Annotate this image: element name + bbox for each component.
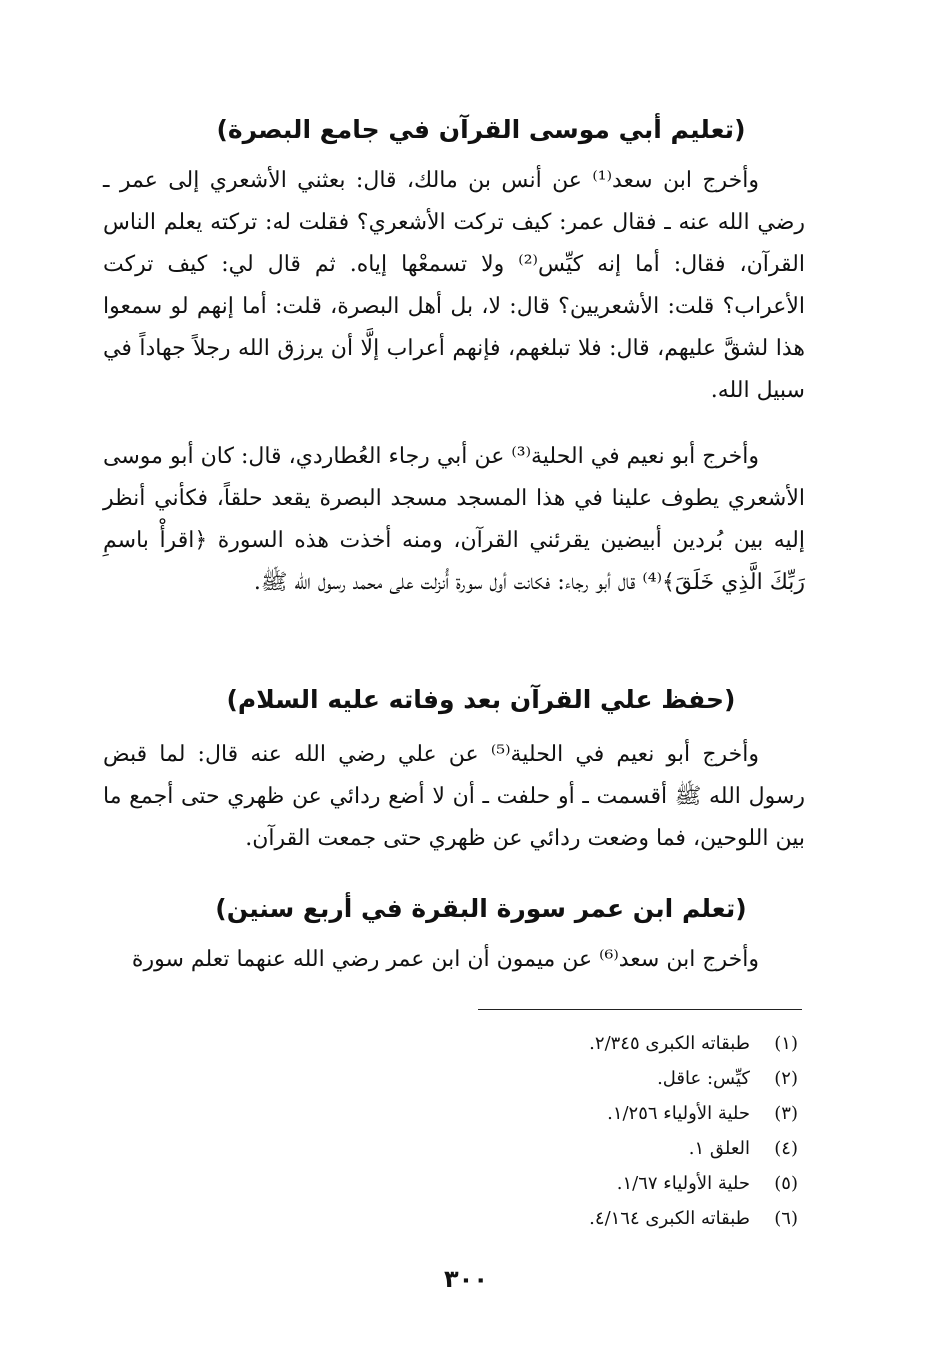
- footnote-text: طبقاته الكبرى ٢/٣٤٥.: [589, 1033, 750, 1054]
- footnote-number: (٤): [774, 1138, 798, 1159]
- footnote-item: [398, 1131, 798, 1166]
- footnote-number: (٢): [774, 1068, 798, 1089]
- footnote-item: [398, 1201, 798, 1236]
- footnote-item: [398, 1061, 798, 1096]
- section-heading-ali: (حفظ علي القرآن بعد وفاته عليه السلام): [226, 685, 736, 714]
- footnote-number: (٥): [774, 1173, 798, 1194]
- footnote-item: [398, 1166, 798, 1201]
- paragraph-ibn-saad-anas: وأخرج ابن سعد⁽¹⁾ عن أنس بن مالك، قال: بعثني الأشعري إلى عمر ـ رضي الله عنه ـ فقال عمر: كيف تركت الأشعري؟ فقلت له: تركته يعلم الناس القرآن، فقال: أما إنه كيِّس⁽²⁾ ولا تسمعْها إياه. ثم قال لي: كيف تركت الأعراب؟ قلت: الأشعريين؟ قال: لا، بل أهل البصرة، قلت: أما إنهم لو سمعوا هذا لشقَّ عليهم، قال: فلا تبلغهم، فإنهم أعراب إلَّا أن يرزق الله رجلاً جهاداً في سبيل الله.: [103, 168, 805, 403]
- paragraph-abu-nuaym-ali: وأخرج أبو نعيم في الحلية⁽⁵⁾ عن علي رضي الله عنه قال: لما قبض رسول الله ﷺ أقسمت ـ أو حلفت ـ أن لا أضع ردائي عن ظهري حتى أجمع ما بين اللوحين، فما وضعت ردائي عن ظهري حتى جمعت القرآن.: [103, 742, 805, 851]
- footnote-text: كيِّس: عاقل.: [657, 1068, 750, 1089]
- footnote-text: طبقاته الكبرى ٤/١٦٤.: [589, 1208, 750, 1229]
- footnote-item: [398, 1026, 798, 1061]
- footnote-item: [398, 1096, 798, 1131]
- footnote-text: حلية الأولياء ١/٢٥٦.: [607, 1103, 750, 1124]
- footnote-number: (١): [774, 1033, 798, 1054]
- footnote-divider: [478, 1009, 802, 1010]
- section-heading-ibn-umar: (تعلم ابن عمر سورة البقرة في أربع سنين): [215, 894, 747, 923]
- page-number: ٣٠٠: [444, 1265, 488, 1293]
- section-heading-abu-musa: (تعليم أبي موسى القرآن في جامع البصرة): [216, 115, 746, 144]
- paragraph-abu-nuaym-abu-raja: وأخرج أبو نعيم في الحلية⁽³⁾ عن أبي رجاء العُطاردي، قال: كان أبو موسى الأشعري يطوف علينا في هذا المسجد مسجد البصرة يقعد حلقاً، فكأني أنظر إليه بين بُردين أبيضين يقرئني القرآن، ومنه أخذت هذه السورة ﴿اقرأْ باسمِ رَبِّكَ الَّذِي خَلَقَ﴾⁽⁴⁾ قال أبو رجاء: فكانت أول سورة أُنزلت على محمد رسول الله ﷺ.: [103, 444, 805, 595]
- footnote-number: (٣): [774, 1103, 798, 1124]
- footnotes-list: [398, 1026, 798, 1236]
- paragraph-ibn-saad-maymun: وأخرج ابن سعد⁽⁶⁾ عن ميمون أن ابن عمر رضي الله عنهما تعلم سورة: [131, 947, 759, 972]
- footnote-text: العلق ١.: [688, 1138, 750, 1159]
- footnote-number: (٦): [774, 1208, 798, 1229]
- footnote-text: حلية الأولياء ١/٦٧.: [616, 1173, 750, 1194]
